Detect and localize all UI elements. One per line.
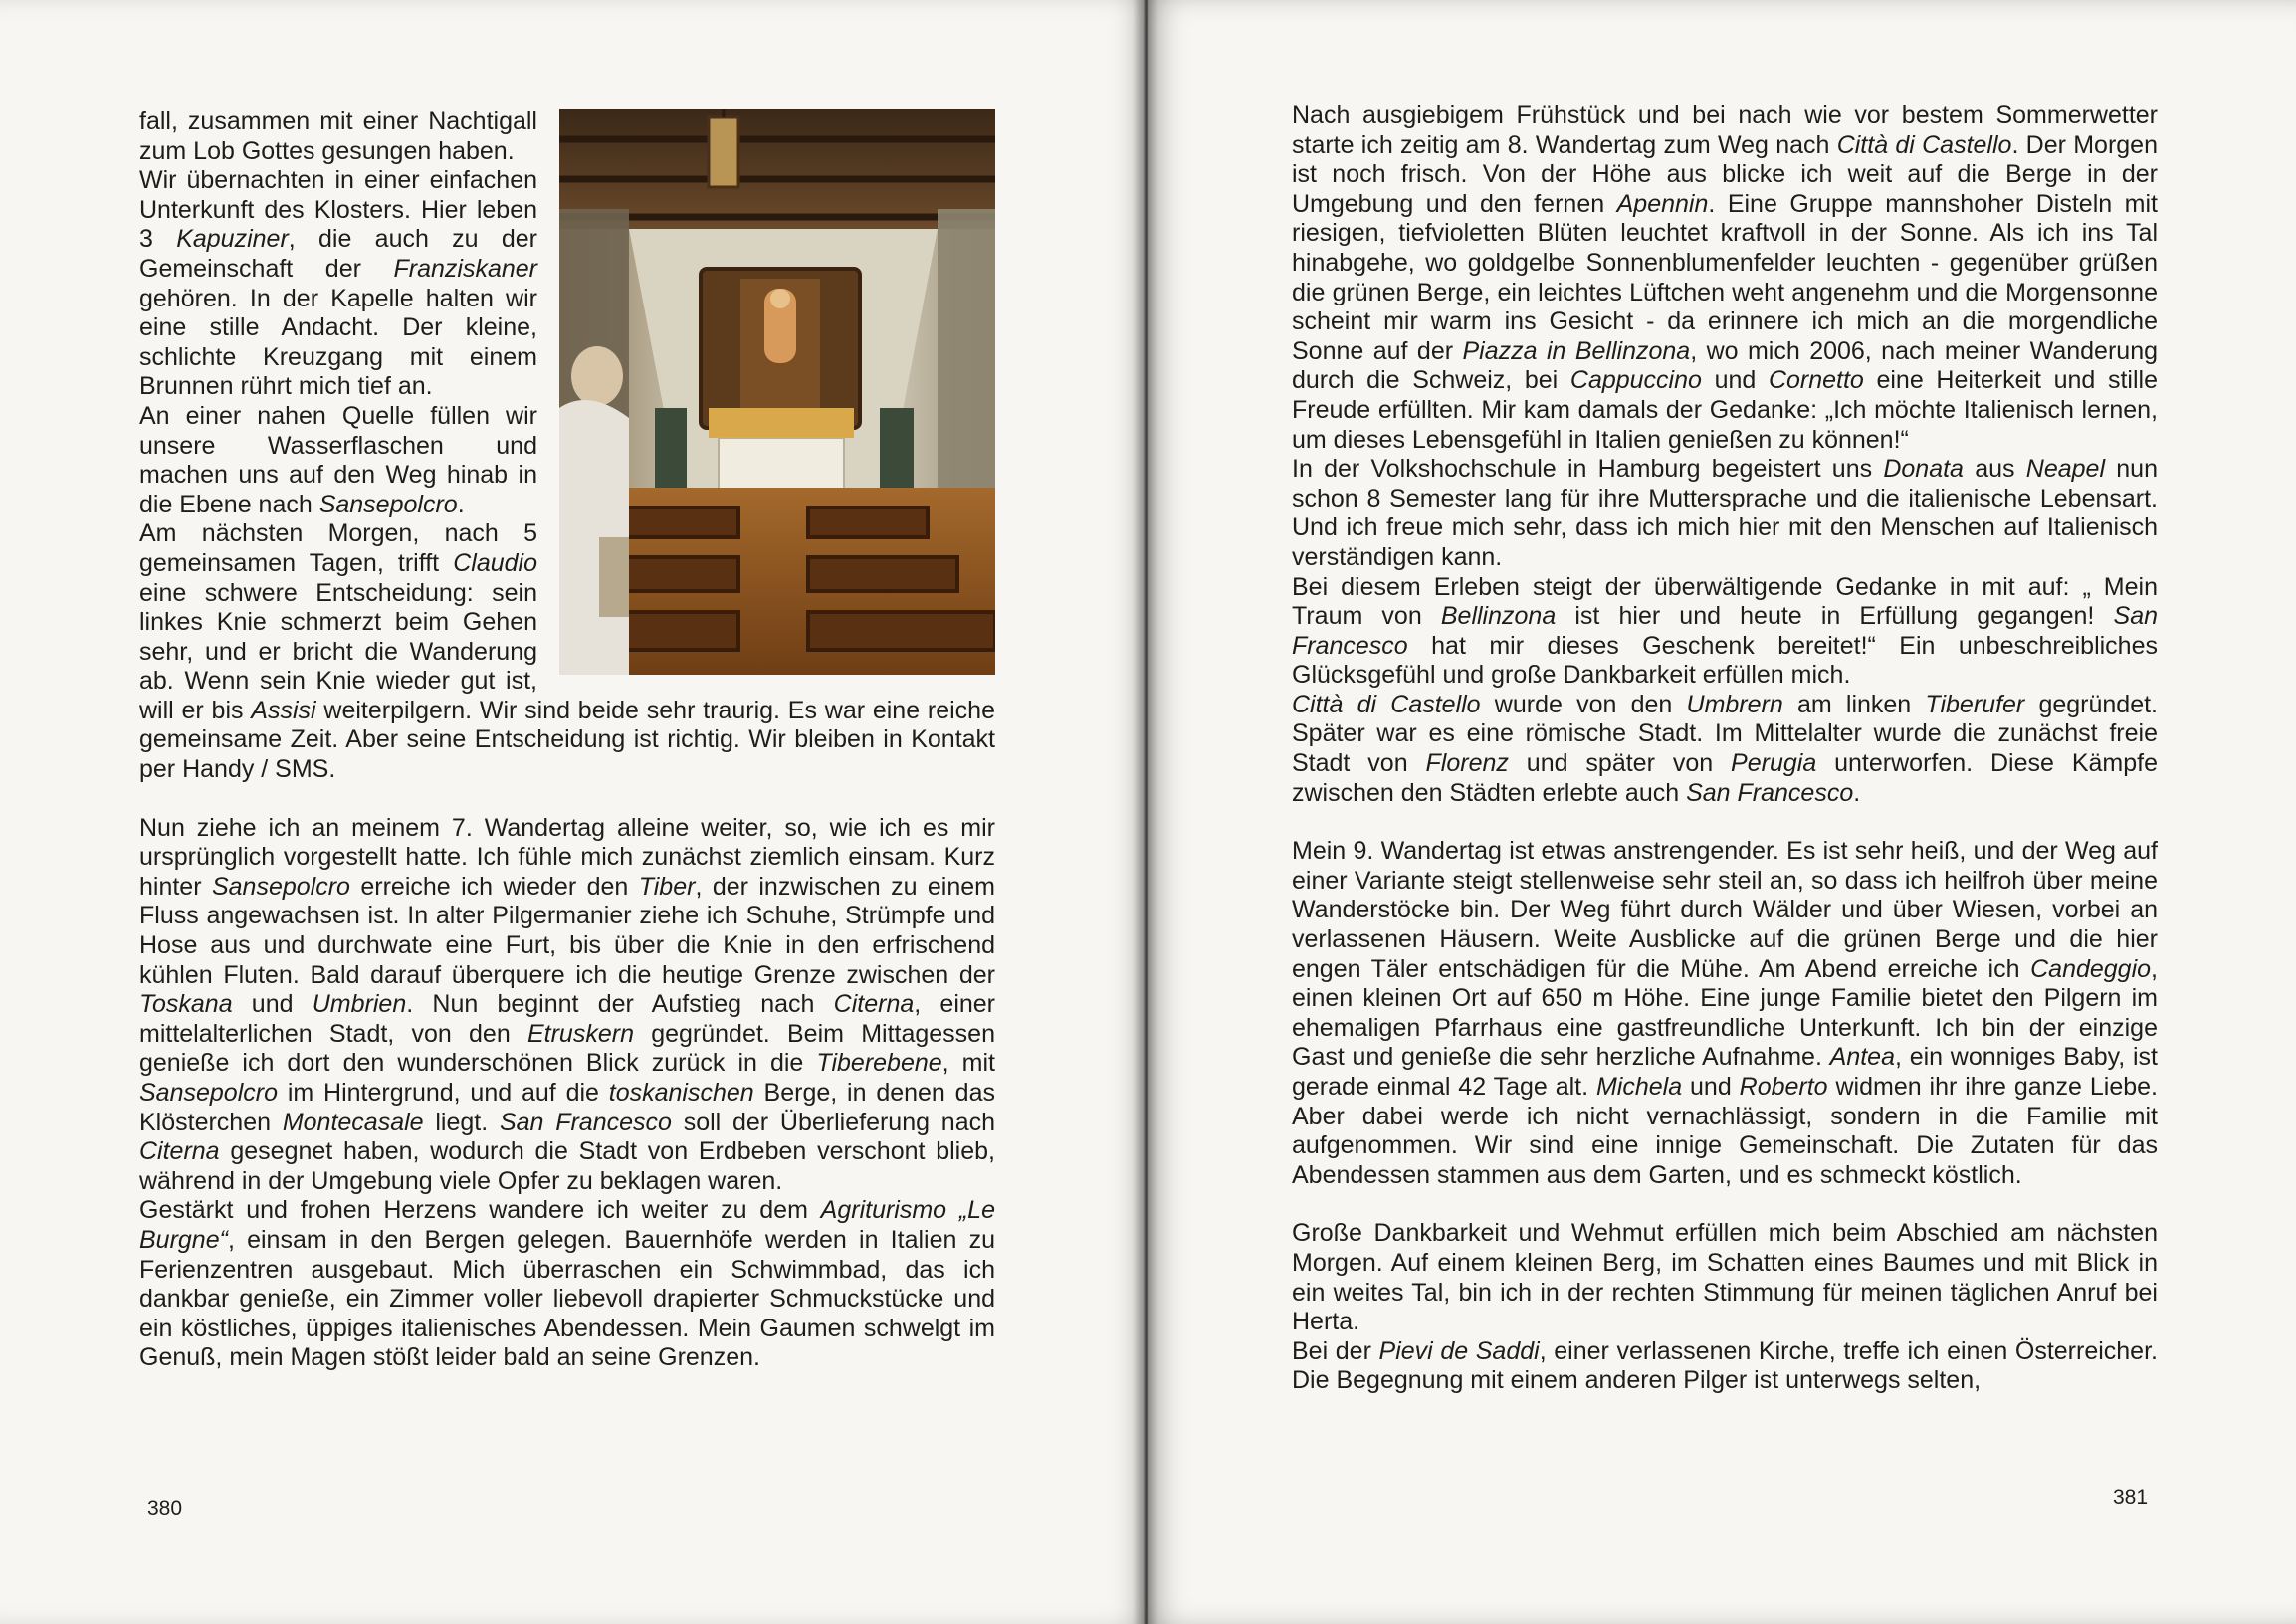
italic-term: Tiberebene	[816, 1049, 942, 1078]
italic-term: San Francesco	[1686, 778, 1854, 807]
italic-term: Bellinzona	[1440, 602, 1557, 631]
right-page	[1145, 0, 2296, 1624]
paragraph: Nun ziehe ich an meinem 7. Wandertag alleine weiter, so, wie ich es mir ursprünglich vorgestellt hatte. Ich fühle mich zunächst ziemlich einsam. Kurz hinter Sansepolcro erreiche ich wieder den Tiber, der inzwischen zu einem Fluss angewachsen ist. In alter Pilgermanier ziehe ich Schuhe, Strümpfe und Hose aus und durchwate eine Furt, bis über die Knie in den erfrischend kühlen Fluten. Bald darauf überquere ich die heutige Grenze zwischen der Toskana und Umbrien. Nun beginnt der Aufstieg nach Citerna, einer mittelalterlichen Stadt, von den Etruskern gegründet. Beim Mittagessen genieße ich dort den wunderschönen Blick zurück in die Tiberebene, mit Sansepolcro im Hintergrund, und auf die toskanischen Berge, in denen das Klösterchen Montecasale liegt. San Francesco soll der Überlieferung nach Citerna gesegnet haben, wodurch die Stadt von Erdbeben verschont blieb, während in der Umgebung viele Opfer zu beklagen waren.	[139, 813, 996, 1195]
italic-term: Agriturismo „Le Burgne“	[139, 1196, 995, 1254]
italic-term: Cornetto	[1768, 366, 1864, 395]
italic-term: Sansepolcro	[318, 490, 458, 518]
italic-term: toskanischen	[608, 1079, 754, 1107]
paragraph: Bei der Pievi de Saddi, einer verlassenen Kirche, treffe ich einen Österreicher. Die Begegnung mit einem anderen Pilger ist unterwegs selten,	[1292, 1336, 2158, 1395]
italic-term: Pievi de Saddi	[1378, 1336, 1540, 1365]
italic-term: Perugia	[1731, 749, 1817, 778]
italic-term: Sansepolcro	[139, 1079, 278, 1107]
italic-term: Franziskaner	[393, 254, 537, 283]
italic-term: Toskana	[139, 990, 233, 1019]
right-paragraphs	[1292, 102, 2158, 1396]
italic-term: Tiber	[638, 872, 696, 901]
italic-term: Umbrien	[312, 990, 407, 1019]
italic-term: Umbrern	[1686, 690, 1783, 718]
chapel-interior-image	[559, 109, 995, 675]
paragraph: Am nächsten Morgen, nach 5 gemeinsamen Tagen, trifft Claudio eine schwere Entscheidung: sein linkes Knie schmerzt beim Gehen sehr, und er bricht die Wanderung ab. Wenn sein Knie wieder gut ist, will er bis Assisi weiterpilgern. Wir sind beide sehr traurig. Es war eine reiche gemeinsame Zeit. Aber seine Entscheidung ist richtig. Wir bleiben in Kontakt per Handy / SMS.	[139, 519, 995, 784]
italic-term: Claudio	[453, 548, 537, 577]
italic-term: Montecasale	[282, 1108, 424, 1136]
italic-term: Roberto	[1739, 1073, 1828, 1101]
paragraph: Nach ausgiebigem Frühstück und bei nach wie vor bestem Sommerwetter starte ich zeitig am 8. Wandertag zum Weg nach Città di Castello. Der Morgen ist noch frisch. Von der Höhe aus blicke ich weit auf die Berge in der Umgebung und den fernen Apennin. Eine Gruppe mannshoher Disteln mit riesigen, tiefvioletten Blüten leuchtet kraftvoll in der Sonne. Als ich ins Tal hinabgehe, wo goldgelbe Sonnenblumenfelder leuchten - gegenüber grüßen die grünen Berge, ein leichtes Lüftchen weht angenehm und die Morgensonne scheint mir warm ins Gesicht - da erinnere ich mich an die morgendliche Sonne auf der Piazza in Bellinzona, wo mich 2006, nach meiner Wanderung durch die Schweiz, bei Cappuccino und Cornetto eine Heiterkeit und stille Freude erfüllten. Mir kam damals der Gedanke: „Ich möchte Italienisch lernen, um dieses Lebensgefühl in Italien genießen zu können!“	[1292, 102, 2158, 454]
italic-term: Etruskern	[526, 1019, 634, 1048]
italic-term: Florenz	[1425, 749, 1509, 778]
paragraph: An einer nahen Quelle füllen wir unsere Wasserflaschen und machen uns auf den Weg hinab in die Ebene nach Sansepolcro.	[139, 401, 537, 518]
chapel-photo	[559, 109, 995, 675]
italic-term: Candeggio	[2030, 954, 2152, 983]
book-gutter	[1133, 0, 1158, 1624]
italic-term: Cappuccino	[1569, 366, 1702, 395]
italic-term: Citerna	[833, 990, 915, 1019]
right-text-column	[1292, 102, 2158, 1396]
italic-term: Apennin	[1616, 189, 1709, 218]
paragraph: Bei diesem Erleben steigt der überwältigende Gedanke in mit auf: „ Mein Traum von Bellinzona ist hier und heute in Erfüllung gegangen! San Francesco hat mir dieses Geschenk bereitet!“ Ein unbeschreibliches Glücksgefühl und große Dankbarkeit erfüllen mich.	[1292, 572, 2158, 690]
italic-term: Neapel	[2025, 455, 2106, 484]
page-number-right: 381	[2113, 1486, 2149, 1509]
italic-term: Città di Castello	[1836, 130, 2012, 159]
italic-term: Piazza in Bellinzona	[1462, 336, 1691, 365]
italic-term: San Francesco	[1292, 602, 2158, 660]
paragraph: Gestärkt und frohen Herzens wandere ich weiter zu dem Agriturismo „Le Burgne“, einsam in den Bergen gelegen. Bauernhöfe werden in Italien zu Ferienzentren ausgebaut. Mich überraschen ein Schwimmbad, das ich dankbar genieße, ein Zimmer voller liebevoll drapierter Schmuckstücke und ein köstliches, üppiges italienisches Abendessen. Mein Gaumen schwelgt im Genuß, mein Magen stößt leider bald an seine Grenzen.	[139, 1196, 995, 1372]
left-text-column	[139, 107, 995, 1373]
paragraph: Città di Castello wurde von den Umbrern am linken Tiberufer gegründet. Später war es eine römische Stadt. Im Mittelalter wurde die zunächst freie Stadt von Florenz und später von Perugia unterworfen. Diese Kämpfe zwischen den Städten erlebte auch San Francesco.	[1292, 690, 2158, 807]
italic-term: Città di Castello	[1292, 690, 1481, 718]
left-page	[0, 0, 1145, 1624]
paragraph: Wir übernachten in einer einfachen Unterkunft des Klosters. Hier leben 3 Kapuziner, die auch zu der Gemeinschaft der Franziskaner gehören. In der Kapelle halten wir eine stille Andacht. Der kleine, schlichte Kreuzgang mit einem Brunnen rührt mich tief an.	[139, 166, 537, 401]
italic-term: Michela	[1595, 1073, 1683, 1101]
paragraph: Mein 9. Wandertag ist etwas anstrengender. Es ist sehr heiß, und der Weg auf einer Variante steigt stellenweise sehr steil an, so dass ich heilfroh über meine Wanderstöcke bin. Der Weg führt durch Wälder und über Wiesen, vorbei an verlassenen Häusern. Weite Ausblicke auf die grünen Berge und die hier engen Täler entschädigen für die Mühe. Am Abend erreiche ich Candeggio, einen kleinen Ort auf 650 m Höhe. Eine junge Familie bietet den Pilgern im ehemaligen Pfarrhaus eine gastfreundliche Unterkunft. Ich bin der einzige Gast und genieße die sehr herzliche Aufnahme. Antea, ein wonniges Baby, ist gerade einmal 42 Tage alt. Michela und Roberto widmen ihr ihre ganze Liebe. Aber dabei werde ich nicht vernachlässigt, sondern in die Familie mit aufgenommen. Wir sind eine innige Gemeinschaft. Die Zutaten für das Abendessen stammen aus dem Garten, und es schmeckt köstlich.	[1292, 837, 2158, 1189]
italic-term: Antea	[1829, 1043, 1895, 1072]
paragraph: Große Dankbarkeit und Wehmut erfüllen mich beim Abschied am nächsten Morgen. Auf einem kleinen Berg, im Schatten eines Baumes und mit Blick in ein weites Tal, bin ich in der rechten Stimmung für meinen täglichen Anruf bei Herta.	[1292, 1219, 2158, 1336]
page-number-left: 380	[147, 1497, 183, 1520]
italic-term: San Francesco	[499, 1108, 672, 1136]
italic-term: Assisi	[251, 696, 316, 724]
paragraph: In der Volkshochschule in Hamburg begeistert uns Donata aus Neapel nun schon 8 Semester lang für ihre Muttersprache und die italienische Lebensart. Und ich freue mich sehr, dass ich mich hier mit den Menschen auf Italienisch verständigen kann.	[1292, 455, 2158, 571]
italic-term: Tiberufer	[1925, 690, 2025, 718]
italic-term: Donata	[1883, 455, 1964, 484]
italic-term: Kapuziner	[176, 225, 289, 254]
paragraph: fall, zusammen mit einer Nachtigall zum Lob Gottes gesungen haben.	[139, 107, 537, 165]
italic-term: Citerna	[139, 1137, 220, 1166]
italic-term: Sansepolcro	[211, 872, 350, 901]
